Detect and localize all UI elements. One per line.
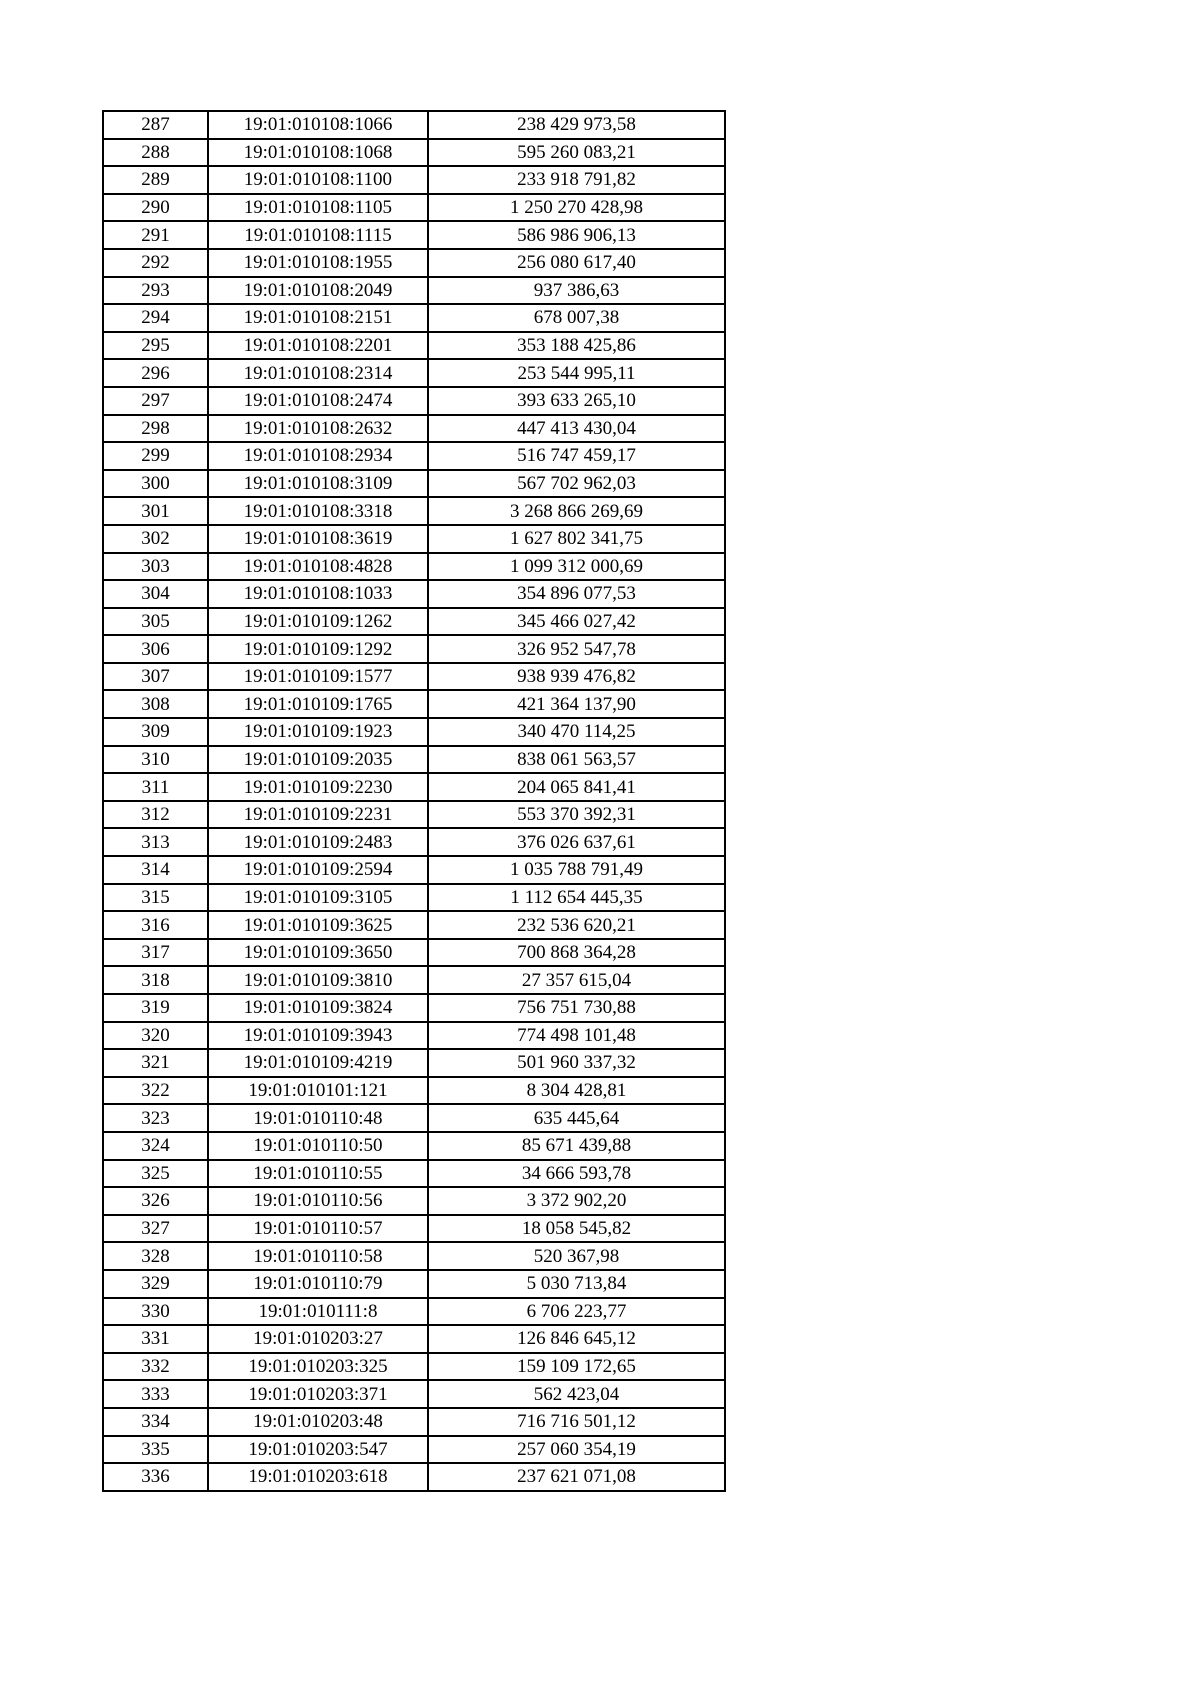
cadastral-value-cell: 257 060 354,19 [428, 1436, 725, 1464]
table-row [103, 856, 725, 884]
row-number-cell: 307 [103, 663, 208, 691]
cadastral-number-cell: 19:01:010109:1923 [208, 718, 428, 746]
table-row [103, 470, 725, 498]
table-row [103, 553, 725, 581]
row-number-cell: 326 [103, 1187, 208, 1215]
cadastral-number-cell: 19:01:010110:55 [208, 1160, 428, 1188]
cadastral-value-cell: 1 112 654 445,35 [428, 884, 725, 912]
table-row [103, 166, 725, 194]
table-row [103, 525, 725, 553]
table-row [103, 1132, 725, 1160]
table-row [103, 608, 725, 636]
row-number-cell: 294 [103, 304, 208, 332]
cadastral-number-cell: 19:01:010108:1955 [208, 249, 428, 277]
row-number-cell: 318 [103, 966, 208, 994]
row-number-cell: 302 [103, 525, 208, 553]
table-row [103, 497, 725, 525]
row-number-cell: 328 [103, 1242, 208, 1270]
table-row [103, 1436, 725, 1464]
cadastral-value-cell: 3 268 866 269,69 [428, 497, 725, 525]
table-row [103, 277, 725, 305]
cadastral-value-cell: 595 260 083,21 [428, 139, 725, 167]
table-row [103, 1325, 725, 1353]
row-number-cell: 311 [103, 773, 208, 801]
table-row [103, 718, 725, 746]
cadastral-value-cell: 1 250 270 428,98 [428, 194, 725, 222]
cadastral-value-cell: 938 939 476,82 [428, 663, 725, 691]
row-number-cell: 313 [103, 828, 208, 856]
table-row [103, 635, 725, 663]
cadastral-value-cell: 838 061 563,57 [428, 746, 725, 774]
row-number-cell: 316 [103, 911, 208, 939]
table-row [103, 332, 725, 360]
cadastral-value-cell: 756 751 730,88 [428, 994, 725, 1022]
cadastral-value-cell: 6 706 223,77 [428, 1298, 725, 1326]
cadastral-value-cell: 233 918 791,82 [428, 166, 725, 194]
cadastral-value-cell: 345 466 027,42 [428, 608, 725, 636]
cadastral-value-cell: 8 304 428,81 [428, 1077, 725, 1105]
cadastral-value-cell: 353 188 425,86 [428, 332, 725, 360]
cadastral-value-cell: 1 035 788 791,49 [428, 856, 725, 884]
table-row [103, 994, 725, 1022]
cadastral-number-cell: 19:01:010109:2230 [208, 773, 428, 801]
table-row [103, 221, 725, 249]
row-number-cell: 296 [103, 359, 208, 387]
cadastral-value-cell: 716 716 501,12 [428, 1408, 725, 1436]
cadastral-value-cell: 238 429 973,58 [428, 111, 725, 139]
row-number-cell: 295 [103, 332, 208, 360]
cadastral-number-cell: 19:01:010109:3105 [208, 884, 428, 912]
table-row [103, 1353, 725, 1381]
row-number-cell: 320 [103, 1022, 208, 1050]
cadastral-number-cell: 19:01:010111:8 [208, 1298, 428, 1326]
cadastral-number-cell: 19:01:010101:121 [208, 1077, 428, 1105]
cadastral-number-cell: 19:01:010109:1765 [208, 690, 428, 718]
row-number-cell: 305 [103, 608, 208, 636]
cadastral-number-cell: 19:01:010110:50 [208, 1132, 428, 1160]
cadastral-value-cell: 18 058 545,82 [428, 1215, 725, 1243]
cadastral-number-cell: 19:01:010109:3943 [208, 1022, 428, 1050]
cadastral-value-cell: 5 030 713,84 [428, 1270, 725, 1298]
row-number-cell: 330 [103, 1298, 208, 1326]
row-number-cell: 329 [103, 1270, 208, 1298]
row-number-cell: 331 [103, 1325, 208, 1353]
cadastral-number-cell: 19:01:010110:58 [208, 1242, 428, 1270]
table-row [103, 1077, 725, 1105]
cadastral-value-cell: 326 952 547,78 [428, 635, 725, 663]
table-row [103, 1463, 725, 1491]
cadastral-number-cell: 19:01:010203:618 [208, 1463, 428, 1491]
cadastral-number-cell: 19:01:010110:56 [208, 1187, 428, 1215]
row-number-cell: 306 [103, 635, 208, 663]
row-number-cell: 321 [103, 1049, 208, 1077]
cadastral-value-cell: 501 960 337,32 [428, 1049, 725, 1077]
row-number-cell: 332 [103, 1353, 208, 1381]
table-row [103, 1408, 725, 1436]
cadastral-number-cell: 19:01:010203:371 [208, 1380, 428, 1408]
cadastral-number-cell: 19:01:010109:4219 [208, 1049, 428, 1077]
cadastral-value-cell: 159 109 172,65 [428, 1353, 725, 1381]
cadastral-number-cell: 19:01:010110:48 [208, 1104, 428, 1132]
cadastral-value-cell: 421 364 137,90 [428, 690, 725, 718]
cadastral-value-cell: 85 671 439,88 [428, 1132, 725, 1160]
row-number-cell: 317 [103, 939, 208, 967]
cadastral-value-cell: 700 868 364,28 [428, 939, 725, 967]
cadastral-number-cell: 19:01:010109:3625 [208, 911, 428, 939]
cadastral-value-table [102, 110, 726, 1492]
cadastral-number-cell: 19:01:010108:2632 [208, 415, 428, 443]
row-number-cell: 325 [103, 1160, 208, 1188]
cadastral-number-cell: 19:01:010108:1068 [208, 139, 428, 167]
row-number-cell: 335 [103, 1436, 208, 1464]
cadastral-value-cell: 516 747 459,17 [428, 442, 725, 470]
table-row [103, 690, 725, 718]
cadastral-number-cell: 19:01:010203:48 [208, 1408, 428, 1436]
row-number-cell: 327 [103, 1215, 208, 1243]
cadastral-value-cell: 774 498 101,48 [428, 1022, 725, 1050]
row-number-cell: 333 [103, 1380, 208, 1408]
table-row [103, 1270, 725, 1298]
cadastral-value-cell: 678 007,38 [428, 304, 725, 332]
row-number-cell: 309 [103, 718, 208, 746]
row-number-cell: 334 [103, 1408, 208, 1436]
cadastral-number-cell: 19:01:010108:1066 [208, 111, 428, 139]
cadastral-value-cell: 256 080 617,40 [428, 249, 725, 277]
table-row [103, 966, 725, 994]
table-row [103, 1215, 725, 1243]
table-row [103, 442, 725, 470]
row-number-cell: 291 [103, 221, 208, 249]
table-row [103, 746, 725, 774]
table-row [103, 939, 725, 967]
cadastral-number-cell: 19:01:010108:3318 [208, 497, 428, 525]
cadastral-value-cell: 340 470 114,25 [428, 718, 725, 746]
cadastral-number-cell: 19:01:010109:2231 [208, 801, 428, 829]
cadastral-number-cell: 19:01:010109:3650 [208, 939, 428, 967]
cadastral-value-cell: 1 099 312 000,69 [428, 553, 725, 581]
cadastral-value-cell: 354 896 077,53 [428, 580, 725, 608]
cadastral-value-cell: 553 370 392,31 [428, 801, 725, 829]
cadastral-number-cell: 19:01:010110:79 [208, 1270, 428, 1298]
table-row [103, 828, 725, 856]
table-row [103, 773, 725, 801]
cadastral-value-cell: 126 846 645,12 [428, 1325, 725, 1353]
table-row [103, 304, 725, 332]
row-number-cell: 301 [103, 497, 208, 525]
cadastral-number-cell: 19:01:010203:27 [208, 1325, 428, 1353]
row-number-cell: 315 [103, 884, 208, 912]
row-number-cell: 323 [103, 1104, 208, 1132]
row-number-cell: 336 [103, 1463, 208, 1491]
cadastral-number-cell: 19:01:010108:1115 [208, 221, 428, 249]
table-row [103, 1104, 725, 1132]
cadastral-number-cell: 19:01:010108:2314 [208, 359, 428, 387]
table-row [103, 1298, 725, 1326]
table-row [103, 249, 725, 277]
cadastral-number-cell: 19:01:010109:1577 [208, 663, 428, 691]
row-number-cell: 324 [103, 1132, 208, 1160]
row-number-cell: 308 [103, 690, 208, 718]
cadastral-number-cell: 19:01:010108:2474 [208, 387, 428, 415]
cadastral-number-cell: 19:01:010203:547 [208, 1436, 428, 1464]
row-number-cell: 292 [103, 249, 208, 277]
table-row [103, 1160, 725, 1188]
table-row [103, 139, 725, 167]
row-number-cell: 322 [103, 1077, 208, 1105]
cadastral-number-cell: 19:01:010109:1292 [208, 635, 428, 663]
cadastral-number-cell: 19:01:010109:1262 [208, 608, 428, 636]
cadastral-number-cell: 19:01:010109:3810 [208, 966, 428, 994]
table-row [103, 1022, 725, 1050]
cadastral-number-cell: 19:01:010108:1033 [208, 580, 428, 608]
row-number-cell: 290 [103, 194, 208, 222]
row-number-cell: 300 [103, 470, 208, 498]
cadastral-number-cell: 19:01:010109:3824 [208, 994, 428, 1022]
cadastral-value-cell: 447 413 430,04 [428, 415, 725, 443]
table-row [103, 911, 725, 939]
row-number-cell: 303 [103, 553, 208, 581]
table-row [103, 111, 725, 139]
table-row [103, 801, 725, 829]
cadastral-number-cell: 19:01:010108:4828 [208, 553, 428, 581]
table-row [103, 580, 725, 608]
cadastral-number-cell: 19:01:010108:1105 [208, 194, 428, 222]
cadastral-value-cell: 253 544 995,11 [428, 359, 725, 387]
cadastral-value-cell: 27 357 615,04 [428, 966, 725, 994]
cadastral-value-cell: 393 633 265,10 [428, 387, 725, 415]
row-number-cell: 287 [103, 111, 208, 139]
cadastral-value-cell: 586 986 906,13 [428, 221, 725, 249]
row-number-cell: 299 [103, 442, 208, 470]
cadastral-number-cell: 19:01:010110:57 [208, 1215, 428, 1243]
row-number-cell: 298 [103, 415, 208, 443]
cadastral-value-cell: 376 026 637,61 [428, 828, 725, 856]
cadastral-number-cell: 19:01:010109:2035 [208, 746, 428, 774]
cadastral-number-cell: 19:01:010108:1100 [208, 166, 428, 194]
table-row [103, 1049, 725, 1077]
cadastral-number-cell: 19:01:010108:3619 [208, 525, 428, 553]
cadastral-value-cell: 204 065 841,41 [428, 773, 725, 801]
cadastral-value-cell: 1 627 802 341,75 [428, 525, 725, 553]
cadastral-value-cell: 635 445,64 [428, 1104, 725, 1132]
cadastral-number-cell: 19:01:010108:2934 [208, 442, 428, 470]
cadastral-value-cell: 3 372 902,20 [428, 1187, 725, 1215]
cadastral-value-cell: 232 536 620,21 [428, 911, 725, 939]
table-row [103, 663, 725, 691]
table-row [103, 1380, 725, 1408]
row-number-cell: 314 [103, 856, 208, 884]
table-body [103, 111, 725, 1491]
row-number-cell: 310 [103, 746, 208, 774]
row-number-cell: 293 [103, 277, 208, 305]
cadastral-value-cell: 34 666 593,78 [428, 1160, 725, 1188]
cadastral-value-cell: 237 621 071,08 [428, 1463, 725, 1491]
cadastral-value-cell: 520 367,98 [428, 1242, 725, 1270]
table-row [103, 1187, 725, 1215]
cadastral-number-cell: 19:01:010109:2594 [208, 856, 428, 884]
row-number-cell: 304 [103, 580, 208, 608]
table-row [103, 359, 725, 387]
cadastral-value-cell: 567 702 962,03 [428, 470, 725, 498]
row-number-cell: 319 [103, 994, 208, 1022]
cadastral-number-cell: 19:01:010108:2049 [208, 277, 428, 305]
table-row [103, 884, 725, 912]
cadastral-value-cell: 562 423,04 [428, 1380, 725, 1408]
table-row [103, 194, 725, 222]
table-row [103, 1242, 725, 1270]
table-row [103, 415, 725, 443]
cadastral-number-cell: 19:01:010108:2151 [208, 304, 428, 332]
cadastral-number-cell: 19:01:010109:2483 [208, 828, 428, 856]
row-number-cell: 297 [103, 387, 208, 415]
cadastral-number-cell: 19:01:010108:2201 [208, 332, 428, 360]
cadastral-number-cell: 19:01:010203:325 [208, 1353, 428, 1381]
row-number-cell: 289 [103, 166, 208, 194]
table-row [103, 387, 725, 415]
cadastral-number-cell: 19:01:010108:3109 [208, 470, 428, 498]
row-number-cell: 312 [103, 801, 208, 829]
cadastral-value-cell: 937 386,63 [428, 277, 725, 305]
row-number-cell: 288 [103, 139, 208, 167]
